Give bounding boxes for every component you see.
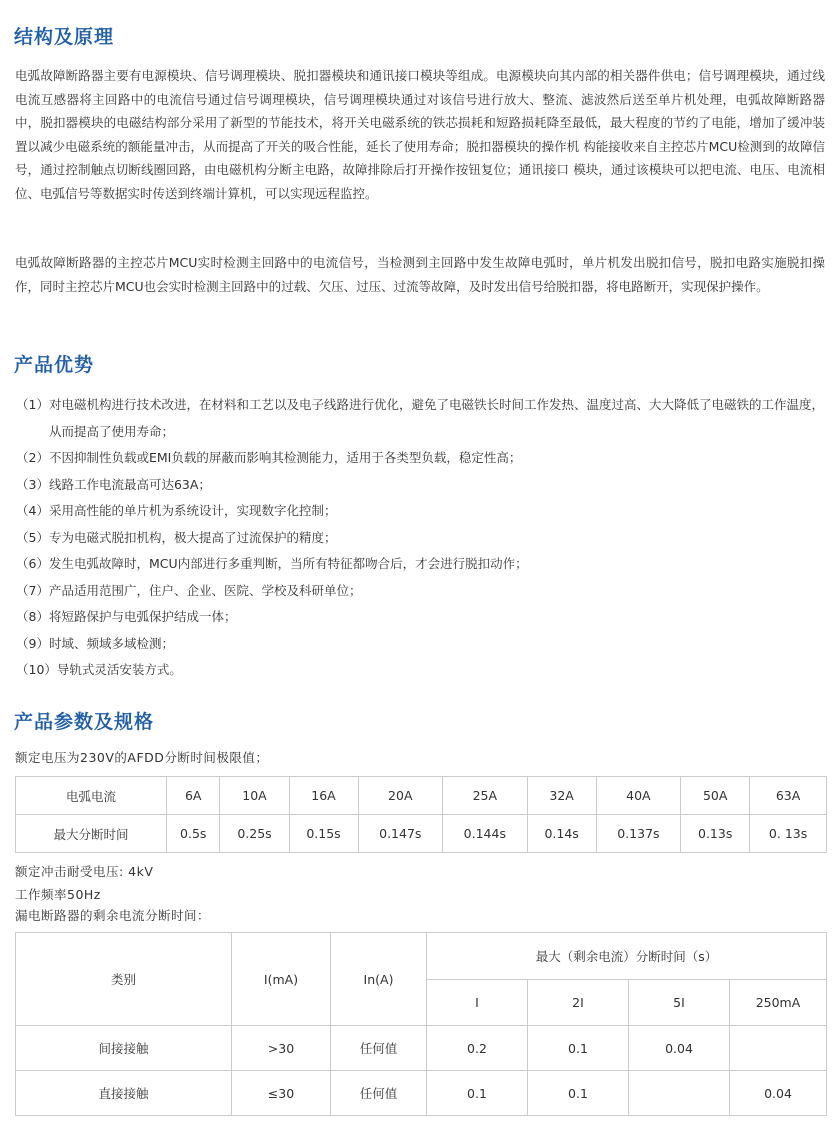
header-i-ma: I(mA) bbox=[232, 933, 331, 1026]
table-cell: 0.2 bbox=[427, 1026, 528, 1071]
item-text: 将短路保护与电弧保护结成一体； bbox=[48, 609, 237, 624]
working-frequency: 工作频率50Hz bbox=[15, 887, 101, 902]
table-cell: 0.137s bbox=[596, 815, 681, 853]
residual-intro: 漏电断路器的剩余电流分断时间： bbox=[15, 908, 211, 923]
table-row bbox=[16, 1071, 827, 1116]
table-cell: 直接接触 bbox=[16, 1071, 232, 1116]
advantage-item bbox=[16, 657, 826, 684]
header-type: 类别 bbox=[16, 933, 232, 1026]
afdd-intro: 额定电压为230V的AFDD分断时间极限值； bbox=[15, 750, 269, 765]
table-cell: 0.147s bbox=[358, 815, 443, 853]
item-text: 时域、频域多域检测； bbox=[48, 635, 174, 651]
item-number: （2） bbox=[16, 450, 49, 465]
table-cell: 0.04 bbox=[730, 1071, 827, 1116]
table-cell: 0.1 bbox=[528, 1071, 629, 1116]
table-cell: 50A bbox=[681, 777, 750, 815]
advantage-item bbox=[16, 551, 826, 578]
table-cell: 40A bbox=[596, 777, 681, 815]
header-in-a: In(A) bbox=[331, 933, 427, 1026]
table-cell: 0.1 bbox=[427, 1071, 528, 1116]
section-title-params: 产品参数及规格 bbox=[14, 711, 155, 733]
item-number: （6） bbox=[16, 556, 49, 571]
advantage-item bbox=[16, 498, 826, 525]
residual-current-table bbox=[15, 932, 827, 1116]
item-number: （3） bbox=[16, 476, 49, 492]
table-cell: 任何值 bbox=[331, 1026, 427, 1071]
header-max-break-time: 最大（剩余电流）分断时间（s） bbox=[427, 933, 827, 980]
row-header: 最大分断时间 bbox=[16, 815, 167, 853]
structure-paragraph-2: 电弧故障断路器的主控芯片MCU实时检测主回路中的电流信号，当检测到主回路中发生故障电弧时，单片机发出脱扣信号，脱扣电路实施脱扣操作，同时主控芯片MCU也会实时检测主回路中的过载、欠压、过压、过流等故障，及时发出信号给脱扣器，将电路断开，实现保护操作。 bbox=[15, 255, 825, 294]
section-title-advantages: 产品优势 bbox=[14, 354, 95, 376]
table-cell: 0.1 bbox=[528, 1026, 629, 1071]
item-text: 专为电磁式脱扣机构，极大提高了过流保护的精度； bbox=[48, 529, 337, 545]
table-cell: 间接接触 bbox=[16, 1026, 232, 1071]
table-header-row bbox=[16, 933, 827, 980]
advantage-item bbox=[16, 472, 826, 499]
table-cell bbox=[629, 1071, 730, 1116]
advantage-item bbox=[16, 391, 826, 445]
item-number: （4） bbox=[16, 503, 49, 518]
row-header: 电弧电流 bbox=[16, 777, 167, 815]
advantage-item bbox=[16, 604, 826, 631]
table-cell: 25A bbox=[443, 777, 528, 815]
advantage-item bbox=[16, 525, 826, 552]
table-cell: 0.15s bbox=[289, 815, 358, 853]
table-cell: 16A bbox=[289, 777, 358, 815]
item-text: 产品适用范围广，住户、企业、医院、学校及科研单位； bbox=[48, 582, 362, 598]
table-cell bbox=[730, 1026, 827, 1071]
advantage-item bbox=[16, 631, 826, 658]
item-number: （9） bbox=[16, 635, 49, 651]
table-cell: 32A bbox=[527, 777, 596, 815]
impulse-voltage: 额定冲击耐受电压: 4kV bbox=[15, 864, 154, 879]
subheader-cell: 2I bbox=[528, 980, 629, 1026]
table-cell: 0.04 bbox=[629, 1026, 730, 1071]
table-cell: 任何值 bbox=[331, 1071, 427, 1116]
item-text: 对电磁机构进行技术改进，在材料和工艺以及电子线路进行优化，避免了电磁铁长时间工作发热、温度过高、大大降低了电磁铁的工作温度，从而提高了使用寿命； bbox=[48, 397, 824, 439]
item-text: 线路工作电流最高可达63A； bbox=[48, 476, 211, 492]
advantage-item bbox=[16, 445, 826, 472]
item-number: （1） bbox=[16, 397, 49, 412]
item-number: （5） bbox=[16, 529, 49, 545]
subheader-cell: 250mA bbox=[730, 980, 827, 1026]
table-cell: 0.144s bbox=[443, 815, 528, 853]
table-cell: 0.5s bbox=[167, 815, 220, 853]
table-cell: ≤30 bbox=[232, 1071, 331, 1116]
subheader-cell: I bbox=[427, 980, 528, 1026]
table-cell: 0.25s bbox=[220, 815, 289, 853]
item-text: 采用高性能的单片机为系统设计，实现数字化控制； bbox=[48, 503, 337, 518]
table-cell: 0. 13s bbox=[750, 815, 827, 853]
table-row bbox=[16, 777, 827, 815]
structure-paragraph-1: 电弧故障断路器主要有电源模块、信号调理模块、脱扣器模块和通讯接口模块等组成。电源模块向其内部的相关器件供电；信号调理模块，通过线电流互感器将主回路中的电流信号通过信号调理模块，信号调理模块通过对该信号进行放大、整流、滤波然后送至单片机处理，电弧故障断路器中，脱扣器模块的电磁结构部分采用了新型的节能技术，将开关电磁系统的铁芯损耗和短路损耗降至最低，最大程度的节约了电能，增加了缓冲装置以减少电磁系统的额能量冲击，从而提高了开关的吸合性能，延长了使用寿命；脱扣器模块的操作机 构能接收来自主控芯片MCU检测到的故障信号，通过控制触点切断线圈回路，由电磁机构分断主电路，故障排除后打开操作按钮复位；通讯接口 模块，通过该模块可以把电流、电压、电流相位、电弧信号等数据实时传送到终端计算机，可以实现远程监控。 bbox=[15, 68, 825, 201]
table-row bbox=[16, 1026, 827, 1071]
item-text: 发生电弧故障时，MCU内部进行多重判断，当所有特征都吻合后，才会进行脱扣动作； bbox=[48, 556, 528, 571]
section-title-structure: 结构及原理 bbox=[14, 26, 115, 48]
table-row bbox=[16, 815, 827, 853]
item-text: 导轨式灵活安装方式。 bbox=[56, 662, 182, 677]
item-number: （8） bbox=[16, 609, 49, 624]
table-cell: 20A bbox=[358, 777, 443, 815]
item-number: （7） bbox=[16, 582, 49, 598]
table-cell: 6A bbox=[167, 777, 220, 815]
advantage-item bbox=[16, 578, 826, 605]
advantages-list bbox=[16, 391, 826, 684]
table-cell: 0.14s bbox=[527, 815, 596, 853]
table-cell: 0.13s bbox=[681, 815, 750, 853]
subheader-cell: 5I bbox=[629, 980, 730, 1026]
item-text: 不因抑制性负载或EMI负载的屏蔽而影响其检测能力，适用于各类型负载，稳定性高； bbox=[48, 450, 522, 465]
table-cell: 10A bbox=[220, 777, 289, 815]
table-cell: >30 bbox=[232, 1026, 331, 1071]
table-cell: 63A bbox=[750, 777, 827, 815]
item-number: （10） bbox=[16, 662, 57, 677]
afdd-table bbox=[15, 776, 827, 853]
